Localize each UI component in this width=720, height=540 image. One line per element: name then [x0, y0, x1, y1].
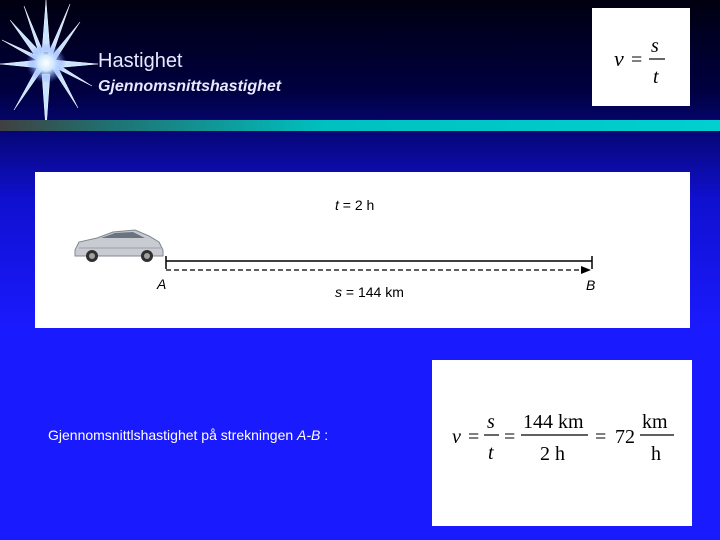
formula-box — [592, 8, 690, 106]
caption-segment: A-B — [297, 427, 321, 443]
svg-text:s = 144 km — [335, 284, 404, 300]
result-unit-numerator: km — [642, 411, 668, 433]
average-speed-caption — [48, 427, 328, 443]
distance-value: = 144 km — [342, 284, 404, 300]
result-numerator: 144 km — [523, 411, 584, 433]
distance-variable: s — [335, 284, 342, 300]
slide-subtitle: Gjennomsnittshastighet — [98, 78, 282, 95]
point-a-label: A — [157, 276, 167, 292]
formula-denominator: t — [653, 66, 659, 88]
result-formula-box — [432, 360, 692, 526]
star-logo-icon — [0, 0, 110, 140]
arrow-head — [581, 266, 591, 274]
formula-numerator: s — [651, 35, 659, 57]
caption-prefix: Gjennomsnittlshastighet på strekningen — [48, 427, 298, 443]
title-divider — [0, 120, 720, 131]
slide-title: Hastighet — [98, 50, 183, 72]
formula-equals: = — [631, 49, 643, 71]
result-s: s — [487, 411, 495, 433]
time-value: = 2 h — [338, 197, 375, 213]
result-equals-3: = — [595, 426, 607, 448]
distance-diagram — [35, 172, 690, 328]
time-variable: t — [335, 197, 339, 213]
result-value: 72 — [615, 426, 635, 448]
result-t: t — [488, 442, 494, 464]
result-equals-2: = — [504, 426, 516, 448]
result-denominator: 2 h — [540, 443, 565, 465]
result-v: v — [452, 426, 461, 448]
result-unit-denominator: h — [651, 443, 661, 465]
car-icon — [75, 230, 163, 262]
formula-v: v — [614, 46, 624, 71]
caption-suffix: : — [320, 427, 329, 443]
point-b-label: B — [586, 277, 596, 293]
svg-text:t = 2 h — [335, 197, 374, 213]
result-equals-1: = — [468, 426, 480, 448]
